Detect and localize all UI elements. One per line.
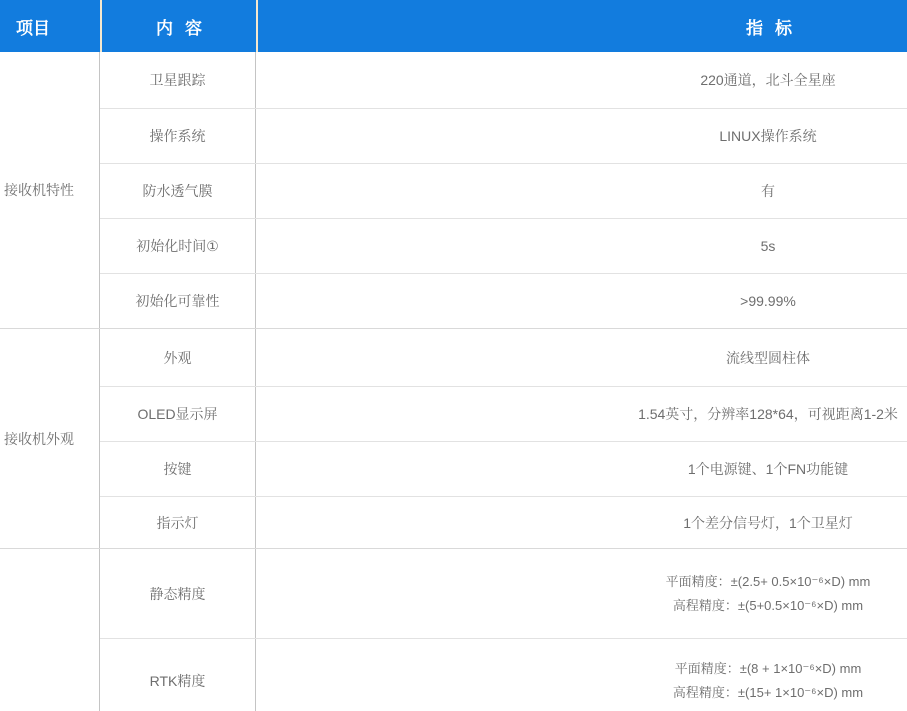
table-row: [100, 386, 907, 441]
spec-cell: [256, 274, 907, 328]
table-row: [100, 108, 907, 163]
content-cell: 初始化可靠性: [100, 274, 256, 328]
section-rows: [100, 549, 907, 711]
spec-cell: [256, 329, 907, 386]
spec-line: >99.99%: [740, 293, 796, 309]
content-cell: 静态精度: [100, 549, 256, 638]
content-cell: 外观: [100, 329, 256, 386]
content-cell: 初始化时间①: [100, 219, 256, 273]
spec-line: 有: [761, 183, 775, 199]
table-section: [0, 52, 907, 328]
spec-line: 5s: [760, 238, 776, 254]
table-row: [100, 638, 907, 711]
table-row: [100, 52, 907, 108]
spec-cell: [256, 639, 907, 711]
table-row: [100, 549, 907, 638]
table-row: [100, 218, 907, 273]
spec-line: 流线型圆柱体: [726, 349, 810, 366]
header-project: 项目: [16, 18, 50, 38]
content-cell: 按键: [100, 442, 256, 496]
spec-cell: [256, 387, 907, 441]
spec-line: 平面精度：±(2.5+ 0.5×10⁻⁶×D) mm: [665, 573, 871, 589]
section-rows: [100, 52, 907, 328]
spec-line: 1个电源键、1个FN功能键: [687, 461, 849, 477]
table-row: [100, 441, 907, 496]
spec-line: 1个差分信号灯，1个卫星灯: [683, 514, 853, 531]
content-cell: 指示灯: [100, 497, 256, 548]
spec-line: LINUX操作系统: [719, 128, 817, 144]
content-cell: RTK精度: [100, 639, 256, 711]
table-section: [0, 328, 907, 548]
spec-cell: [256, 549, 907, 638]
content-cell: 防水透气膜: [100, 164, 256, 218]
table-row: [100, 496, 907, 548]
table-row: [100, 273, 907, 328]
spec-line: 1.54英寸，分辨率128*64，可视距离1-2米: [638, 406, 898, 422]
spec-cell: [256, 442, 907, 496]
spec-cell: [256, 497, 907, 548]
spec-line: 高程精度：±(5+0.5×10⁻⁶×D) mm: [672, 597, 864, 613]
table-section: [0, 548, 907, 711]
header-spec: 指标: [256, 0, 907, 52]
spec-cell: [256, 52, 907, 108]
project-cell: 接收机特性: [0, 52, 100, 328]
spec-cell: [256, 109, 907, 163]
table-row: [100, 163, 907, 218]
project-cell: [0, 549, 100, 711]
section-rows: [100, 329, 907, 548]
project-cell: 接收机外观: [0, 329, 100, 548]
content-cell: 操作系统: [100, 109, 256, 163]
spec-line: 高程精度：±(15+ 1×10⁻⁶×D) mm: [672, 685, 864, 700]
table-header-row: [0, 0, 907, 52]
spec-line: 220通道，北斗全星座: [700, 72, 836, 88]
spec-line: 平面精度：±(8 + 1×10⁻⁶×D) mm: [674, 661, 862, 676]
header-content: 内容: [100, 0, 256, 52]
content-cell: OLED显示屏: [100, 387, 256, 441]
spec-cell: [256, 219, 907, 273]
table-sections: [0, 52, 907, 711]
spec-cell: [256, 164, 907, 218]
table-row: [100, 329, 907, 386]
content-cell: 卫星跟踪: [100, 52, 256, 108]
